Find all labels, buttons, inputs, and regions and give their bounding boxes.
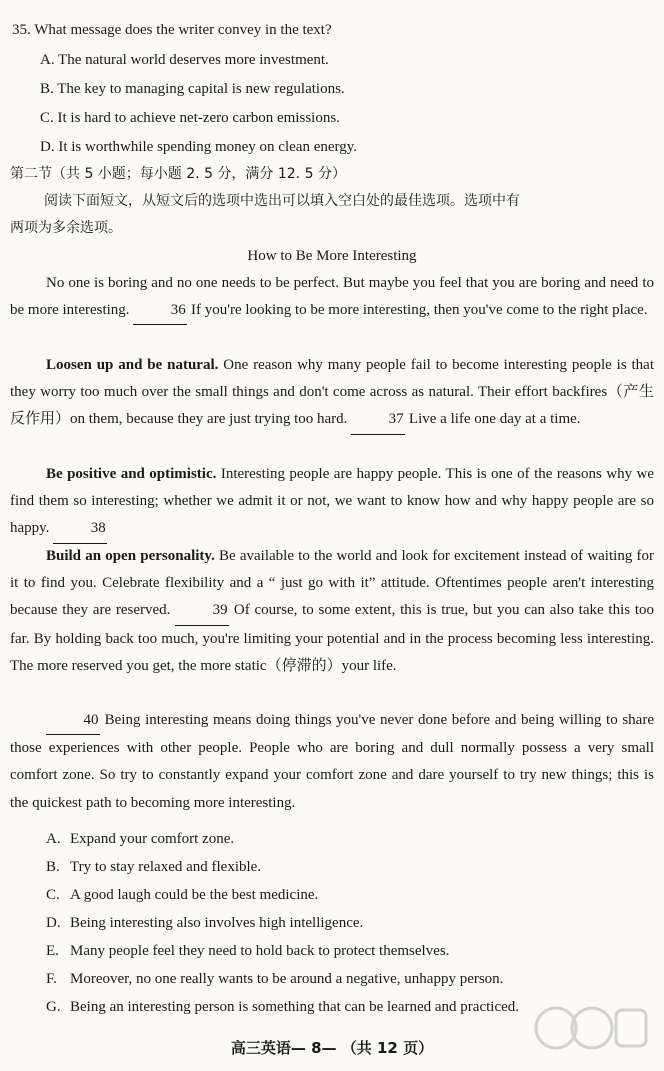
section-instruction-line2: 两项为多余选项。 (10, 220, 122, 236)
paragraph-text: If you're looking to be more interesting, then you've come to the right place. (187, 302, 648, 319)
blank-39: 39 (175, 597, 229, 625)
choice-a (46, 829, 234, 849)
choice-text: Try to stay relaxed and flexible. (70, 859, 262, 875)
choice-letter: C. (46, 887, 60, 903)
choice-b (46, 857, 261, 877)
paragraph-comfort-zone (10, 707, 654, 817)
choice-text: Expand your comfort zone. (70, 831, 235, 847)
paragraph-open-personality (10, 543, 654, 680)
choice-letter: D. (46, 915, 61, 931)
choice-letter: A. (46, 831, 61, 847)
blank-40: 40 (46, 707, 100, 735)
question-35-stem: 35. What message does the writer convey in the text? (12, 22, 332, 38)
paragraph-text: Being interesting means doing things you've never done before and being willing to share those experiences with other people. People who are boring and dull normally possess a very small comfort zone. So try to constantly expand your comfort zone and dare yourself to try new things; this is the quickest path to becoming more interesting. (10, 712, 654, 811)
choice-text: Many people feel they need to hold back to protect themselves. (70, 943, 450, 959)
paragraph-text: Live a life one day at a time. (405, 411, 581, 428)
paragraph-text: Interesting people are happy people. This is one of the reasons why we find them so interesting; whether we admit it or not, we want to know how and why happy people are so happy. (10, 466, 654, 537)
paragraph-heading: Be positive and optimistic. (46, 466, 217, 482)
section-instruction-line1: 阅读下面短文，从短文后的选项中选出可以填入空白处的最佳选项。选项中有 (44, 193, 520, 209)
choice-letter: E. (46, 943, 59, 959)
paragraph-heading: Loosen up and be natural. (46, 357, 219, 373)
section-heading: 第二节（共 5 小题；每小题 2. 5 分，满分 12. 5 分） (10, 166, 346, 182)
question-35-option-b: B. The key to managing capital is new regulations. (40, 81, 345, 97)
passage-title: How to Be More Interesting (247, 248, 417, 264)
choice-letter: B. (46, 859, 60, 875)
paragraph-text: Of course, to some extent, this is true, but you can also take this too far. By holding back too much, you're limiting your potential and in the process becoming less interesting. The more reserved you get, the more static（停滞的）your life. (10, 602, 655, 674)
choice-text: Being an interesting person is something that can be learned and practiced. (70, 999, 520, 1015)
paragraph-positive (10, 461, 654, 544)
question-35-option-a: A. The natural world deserves more investment. (40, 52, 329, 68)
choice-e (46, 941, 449, 961)
choice-d (46, 913, 363, 933)
choice-f (46, 969, 503, 989)
choice-text: Moreover, no one really wants to be around a negative, unhappy person. (70, 971, 504, 987)
choice-letter: G. (46, 999, 61, 1015)
paragraph-text: One reason why many people fail to become interesting people is that they worry too much over the small things and don't come across as natural. Their effort backfires（产生反作用）on them, because they are just trying too hard. (10, 357, 655, 428)
choice-text: Being interesting also involves high intelligence. (70, 915, 364, 931)
paragraph-text: Be available to the world and look for excitement instead of waiting for it to find you. Celebrate flexibility and a “ just go with it” attitude. Oftentimes people aren't interesting because they are reserved. (10, 548, 654, 619)
paragraph-text: No one is boring and no one needs to be perfect. But maybe you feel that you are boring and need to be more interesting. (10, 275, 654, 319)
choice-g (46, 997, 519, 1017)
watermark-logo-icon (530, 1000, 650, 1060)
blank-38: 38 (53, 515, 107, 543)
blank-36: 36 (133, 297, 187, 325)
choice-letter: F. (46, 971, 57, 987)
page-footer: 高三英语— 8— （共 12 页） (230, 1039, 434, 1057)
paragraph-intro (10, 270, 654, 325)
question-35-option-d: D. It is worthwhile spending money on clean energy. (40, 139, 358, 155)
blank-37: 37 (351, 406, 405, 434)
paragraph-heading: Build an open personality. (46, 548, 215, 564)
choice-c (46, 885, 318, 905)
paragraph-loosen-up (10, 352, 654, 435)
choice-text: A good laugh could be the best medicine. (70, 887, 319, 903)
question-35-option-c: C. It is hard to achieve net-zero carbon emissions. (40, 110, 340, 126)
